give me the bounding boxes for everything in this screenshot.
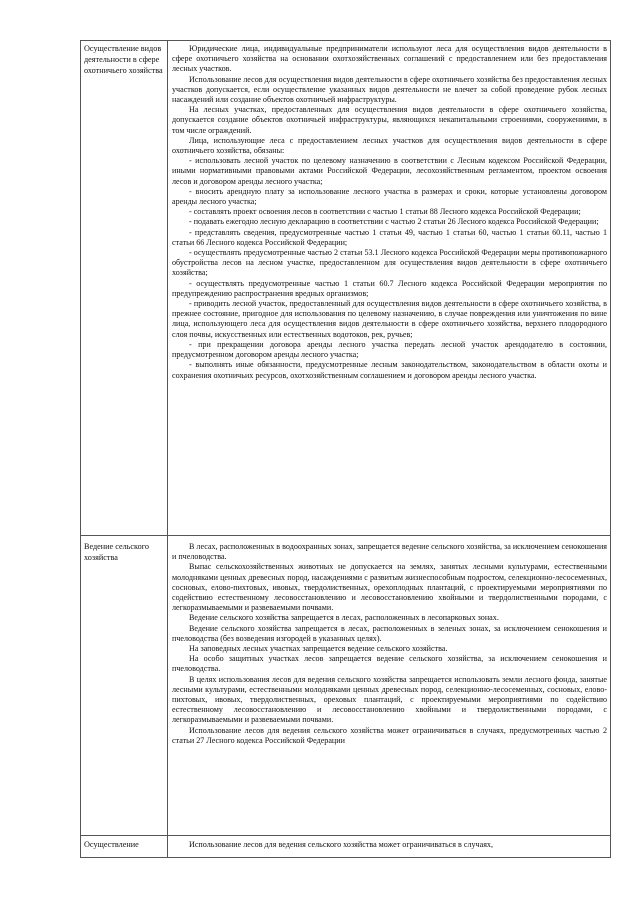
row-term-hunting: Осуществление видов деятельности в сфере охотничьего хозяйства — [81, 41, 168, 536]
paragraph: - осуществлять предусмотренные частью 2 статьи 53.1 Лесного кодекса Российской Федерации меры противопожарного обустройства лесов на лесном участке, предоставленном для осуществления видов деятельности в сфере охотничьего хозяйства; — [172, 248, 607, 278]
paragraph: - представлять сведения, предусмотренные частью 1 статьи 49, частью 1 статьи 60, частью 1 статьи 60.11, частью 1 статьи 66 Лесного кодекса Российской Федерации; — [172, 227, 607, 247]
row-term-agriculture: Ведение сельского хозяйства — [81, 536, 168, 836]
paragraph: - приводить лесной участок, предоставленный для осуществления видов деятельности в сфере охотничьего хозяйства, в прежнее состояние, пригодное для использования по целевому назначению, в случае повреждения или уничтожения по вине лица, использующего леса для осуществления видов деятельности в сфере охотничьего хозяйства, верхнего плодородного слоя почвы, искусственных или естественных водотоков, рек, ручьев; — [172, 299, 607, 339]
paragraph: На особо защитных участках лесов запрещается ведение сельского хозяйства, за исключением сенокошения и пчеловодства. — [172, 654, 607, 674]
row-term-continued: Осуществление — [81, 836, 168, 858]
paragraph: Юридические лица, индивидуальные предприниматели используют леса для осуществления видов деятельности в сфере охотничьего хозяйства на основании охотхозяйственных соглашений с предоставлением или без предоставления лесных участков. — [172, 44, 607, 74]
paragraph: Ведение сельского хозяйства запрещается в лесах, расположенных в зеленых зонах, за исключением сенокошения и пчеловодства (без возведения изгородей в указанных целях). — [172, 623, 607, 643]
regulation-table — [80, 40, 611, 858]
row-text-agriculture — [168, 536, 611, 836]
paragraph: - выполнять иные обязанности, предусмотренные лесным законодательством, законодательством в области охоты и сохранения охотничьих ресурсов, охотхозяйственным соглашением и договором аренды лесного участка. — [172, 360, 607, 380]
paragraph: - составлять проект освоения лесов в соответствии с частью 1 статьи 88 Лесного кодекса Российской Федерации; — [189, 207, 581, 217]
paragraph: В целях использования лесов для ведения сельского хозяйства запрещается использовать земли лесного фонда, занятые лесными культурами, естественными молодняками ценных древесных пород, селекционно-лесосеменных, сосновых, елово-пихтовых, ивовых, твердолиственных, ореховых плантаций, с проектируемыми мероприятиями по содействию естественному лесовосстановлению и лесовосстановлению хвойными и твердолиственными породами, с легкоразмываемыми и развеваемыми почвами. — [172, 674, 607, 725]
table-row-hunting — [81, 41, 611, 536]
table-row-agriculture — [81, 536, 611, 836]
paragraph: - вносить арендную плату за использование лесного участка в размерах и сроки, которые установлены договором аренды лесного участка; — [172, 186, 607, 207]
row-text-hunting — [168, 41, 611, 536]
table-row-continued — [81, 836, 611, 858]
document-page — [80, 40, 611, 858]
paragraph: Использование лесов для ведения сельского хозяйства может ограничиваться в случаях, предусмотренных частью 2 статьи 27 Лесного кодекса Российской Федерации — [172, 725, 607, 745]
paragraph: Ведение сельского хозяйства запрещается в лесах, расположенных в лесопарковых зонах. — [189, 613, 499, 623]
paragraph: - осуществлять предусмотренные частью 1 статьи 60.7 Лесного кодекса Российской Федерации мероприятия по предупреждению распространения вредных организмов; — [172, 278, 607, 298]
paragraph: На лесных участках, предоставленных для осуществления видов деятельности в сфере охотничьего хозяйства, допускается создание объектов охотничьей инфраструктуры, являющихся некапитальными строениями, сооружениями, в том числе ограждений. — [172, 105, 607, 135]
row-text-continued — [168, 836, 611, 858]
paragraph: - использовать лесной участок по целевому назначению в соответствии с Лесным кодексом Российской Федерации, иными нормативными правовыми актами Российской Федерации, лесохозяйственным регламентом, проектом освоения лесов и договором аренды лесного участка; — [172, 156, 607, 186]
paragraph: - при прекращении договора аренды лесного участка передать лесной участок арендодателю в состоянии, предусмотренном договором аренды лесного участка; — [172, 339, 607, 360]
paragraph: В лесах, расположенных в водоохранных зонах, запрещается ведение сельского хозяйства, за исключением сенокошения и пчеловодства. — [172, 542, 607, 562]
paragraph: Использование лесов для осуществления видов деятельности в сфере охотничьего хозяйства без предоставления лесных участков допускается, если осуществление указанных видов деятельности не влечет за собой проведение рубок лесных насаждений или создание объектов охотничьей инфраструктуры. — [172, 74, 607, 105]
paragraph: Выпас сельскохозяйственных животных не допускается на землях, занятых лесными культурами, естественными молодняками ценных древесных пород, насаждениями с развитым жизнеспособным подростом, селекционно-лесосеменных, сосновых, елово-пихтовых, ивовых, твердолиственных, орехоплодных плантаций, с проектируемыми мероприятиями по содействию естественному лесовосстановлению и лесовосстановлению хвойными и твердолиственными породами, с легкоразмываемыми и развеваемыми почвами. — [172, 562, 607, 613]
paragraph: Лица, использующие леса с предоставлением лесных участков для осуществления видов деятельности в сфере охотничьего хозяйства, обязаны: — [172, 135, 607, 156]
paragraph: На заповедных лесных участках запрещается ведение сельского хозяйства. — [189, 644, 448, 654]
paragraph: - подавать ежегодно лесную декларацию в соответствии с частью 2 статьи 26 Лесного кодекса Российской Федерации; — [189, 217, 599, 227]
paragraph: Использование лесов для ведения сельского хозяйства может ограничиваться в случаях, — [189, 840, 494, 849]
